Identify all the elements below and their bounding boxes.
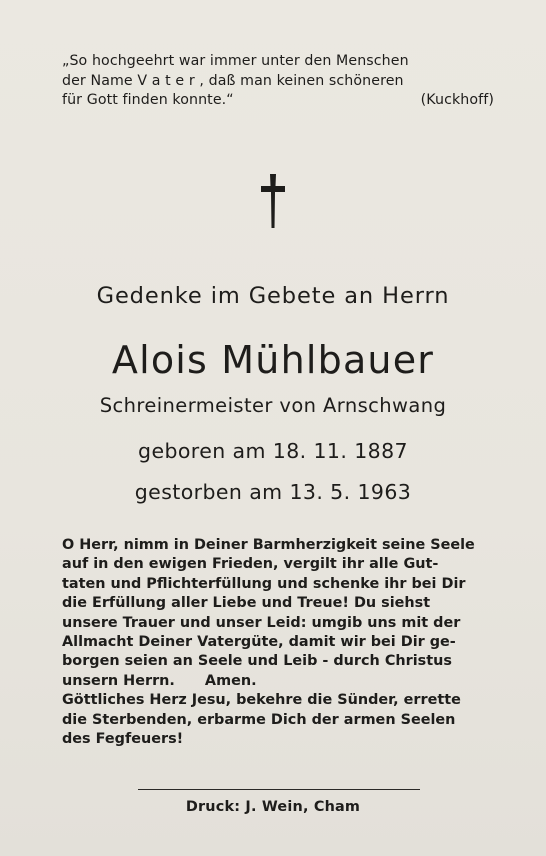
deceased-title: Schreinermeister von Arnschwang bbox=[99, 394, 447, 417]
birth-date: geboren am 18. 11. 1887 bbox=[138, 439, 408, 463]
prayer-line bbox=[62, 711, 492, 730]
prayer-line bbox=[62, 536, 492, 555]
quote-text: der Name V a t e r , daß man keinen schöneren bbox=[62, 72, 404, 89]
cross-icon bbox=[259, 172, 287, 236]
prayer-text: unsere Trauer und unser Leid: umgib uns mit der bbox=[62, 614, 461, 631]
prayer-line bbox=[62, 633, 492, 652]
prayer-line bbox=[62, 652, 492, 671]
quote-line bbox=[62, 72, 494, 92]
quote-text: „So hochgeehrt war immer unter den Menschen bbox=[62, 53, 409, 69]
prayer-line bbox=[62, 672, 492, 691]
prayer-text: auf in den ewigen Frieden, vergilt ihr alle Gut- bbox=[62, 556, 439, 573]
quote-block bbox=[62, 52, 494, 111]
prayer-line bbox=[62, 555, 492, 574]
printer-credit: Druck: J. Wein, Cham bbox=[185, 799, 361, 815]
prayer-line bbox=[62, 730, 492, 749]
prayer-text: Allmacht Deiner Vatergüte, damit wir bei Dir ge- bbox=[62, 634, 456, 651]
quote-line bbox=[62, 52, 494, 72]
prayer-line bbox=[62, 575, 492, 594]
prayer-text: O Herr, nimm in Deiner Barmherzigkeit seine Seele bbox=[62, 537, 475, 553]
death-date: gestorben am 13. 5. 1963 bbox=[134, 480, 412, 504]
prayer-text: borgen seien an Seele und Leib - durch Christus bbox=[62, 653, 452, 670]
deceased-name: Alois Mühlbauer bbox=[111, 338, 435, 382]
prayer-text: des Fegfeuers! bbox=[62, 731, 184, 748]
prayer-text: taten und Pflichterfüllung und schenke ihr bei Dir bbox=[62, 575, 466, 592]
divider-rule bbox=[138, 789, 420, 790]
prayer-text: die Sterbenden, erbarme Dich der armen Seelen bbox=[62, 711, 456, 728]
prayer-text: die Erfüllung aller Liebe und Treue! Du siehst bbox=[62, 595, 431, 612]
prayer-text: Göttliches Herz Jesu, bekehre die Sünder, errette bbox=[62, 692, 461, 709]
prayer-text: unsern Herrn. Amen. bbox=[62, 672, 257, 689]
prayer-block bbox=[62, 536, 492, 749]
remember-heading: Gedenke im Gebete an Herrn bbox=[96, 283, 450, 309]
prayer-line bbox=[62, 691, 492, 710]
prayer-line bbox=[62, 614, 492, 633]
quote-text: für Gott finden konnte.“ bbox=[62, 92, 234, 108]
quote-author: (Kuckhoff) bbox=[420, 92, 494, 108]
prayer-line bbox=[62, 594, 492, 613]
quote-line bbox=[62, 91, 494, 111]
